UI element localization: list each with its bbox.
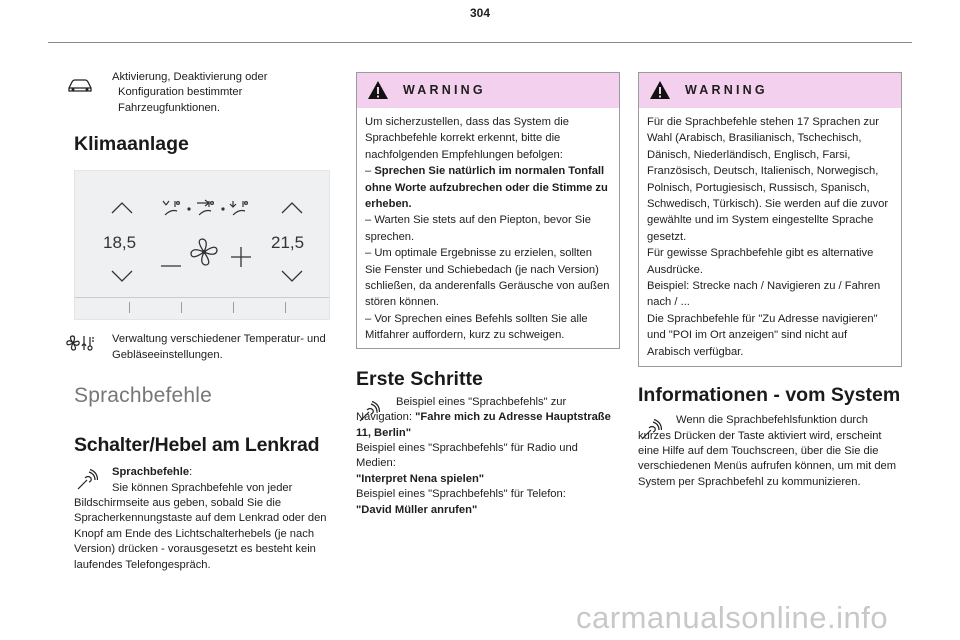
fan-icon[interactable] — [189, 237, 219, 272]
warning-arabic: Die Sprachbefehle für "Zu Adresse navigieren" und "POI im Ort anzeigen" sind nicht auf Arabisch verfügbar. — [647, 312, 878, 358]
erste-schritte-heading: Erste Schritte — [356, 367, 483, 390]
intro-block — [66, 70, 330, 116]
watermark: carmanualsonline.info — [576, 600, 889, 635]
temperature-left: 18,5 — [103, 233, 137, 253]
schalter-block — [74, 465, 330, 573]
example-navigation: Beispiel eines "Sprachbefehls" zur Navigation: "Fahre mich zu Adresse Hauptstraße 11, Berlin" — [356, 395, 611, 439]
informationen-block — [638, 413, 902, 490]
warning-box-1 — [356, 72, 620, 349]
example-radio: Beispiel eines "Sprachbefehls" für Radio und Medien: "Interpret Nena spielen" — [356, 441, 578, 485]
warning-icon — [649, 80, 671, 105]
sb-text: Sie können Sprachbefehle von jeder Bildschirmseite aus geben, sobald Sie die Spracherkennungstaste auf dem Lenkrad oder den Knopf am Ende des Lichtschalterhebels (je nach Version) drücken - vorausgesetzt es besteht kein laufendes Telefongespräch. — [74, 481, 327, 571]
klimaanlage-heading: Klimaanlage — [74, 133, 189, 156]
chevron-up-icon[interactable] — [281, 201, 303, 219]
minus-icon[interactable] — [161, 255, 181, 273]
chevron-down-icon[interactable] — [281, 269, 303, 287]
page-number: 304 — [469, 6, 491, 20]
warning-example: Beispiel: Strecke nach / Navigieren zu / Fahren nach / ... — [647, 280, 881, 309]
warning-icon — [367, 80, 389, 105]
voice-icon — [356, 401, 380, 428]
column-middle — [356, 72, 620, 518]
warning-title: WARNING — [685, 83, 768, 97]
warning-languages: Für die Sprachbefehle stehen 17 Sprachen zur Wahl (Arabisch, Brasilianisch, Tschechisch, Dänisch, Niederländisch, Englisch, Farsi, Französisch, Deutsch, Italienisch, Norwegisch, Polnisch, Portugiesisch, Russisch, Spanisch, Schwedisch, Türkisch). Sie werden auf die zuvor gewählte und im System eingestellte Sprache gesetzt. — [647, 116, 889, 243]
warning-header — [357, 73, 619, 108]
warning-text-2: – Sprechen Sie natürlich im normalen Tonfall ohne Worte aufzubrechen oder die Stimme zu erheben. — [365, 165, 608, 211]
warning-body — [357, 108, 619, 348]
fan-block — [66, 332, 330, 366]
chevron-up-icon[interactable] — [111, 201, 133, 219]
warning-box-2 — [638, 72, 902, 367]
warning-header — [639, 73, 901, 108]
column-right — [638, 72, 902, 490]
warning-title: WARNING — [403, 83, 486, 97]
fan-text: Verwaltung verschiedener Temperatur- und Gebläseeinstellungen. — [112, 333, 326, 361]
temperature-right: 21,5 — [271, 233, 305, 253]
informationen-heading: Informationen - vom System — [638, 384, 901, 407]
informationen-text: Wenn die Sprachbefehlsfunktion durch kurzes Drücken der Taste aktiviert wird, erscheint eine Hilfe auf dem Touchscreen, über die Sie die verschiedenen Menüs aufrufen können, um mit dem System per Sprachbefehl zu kommunizieren. — [638, 414, 897, 488]
car-icon — [66, 78, 94, 99]
example-telefon: Beispiel eines "Sprachbefehls" für Telefon: "David Müller anrufen" — [356, 488, 566, 516]
column-left — [74, 70, 330, 573]
schalter-heading: Schalter/Hebel am Lenkrad — [74, 434, 320, 457]
airflow-icon[interactable] — [161, 199, 255, 222]
warning-body — [639, 108, 901, 366]
climate-panel — [74, 170, 330, 320]
top-divider — [48, 42, 912, 43]
intro-text: Aktivierung, Deaktivierung oder Konfiguration bestimmter Fahrzeugfunktionen. — [112, 71, 268, 114]
voice-icon — [74, 469, 98, 496]
warning-text-4: – Um optimale Ergebnisse zu erzielen, sollten Sie Fenster und Schiebedach (je nach Version) schließen, da anderenfalls Geräusche von außen stören können. — [365, 247, 610, 309]
warning-text-5: – Vor Sprechen eines Befehls sollten Sie alle Mitfahrer auffordern, kurz zu schweigen. — [365, 312, 588, 342]
warning-text-1: Um sicherzustellen, dass das System die Sprachbefehle korrekt erkennt, bitte die nachfolgenden Empfehlungen befolgen: — [365, 116, 569, 161]
plus-icon[interactable] — [231, 247, 251, 272]
fan-temp-icon — [66, 335, 96, 356]
voice-icon — [638, 419, 662, 446]
sprachbefehle-heading: Sprachbefehle — [74, 384, 213, 408]
chevron-down-icon[interactable] — [111, 269, 133, 287]
warning-text-3: – Warten Sie stets auf den Piepton, bevor Sie sprechen. — [365, 214, 591, 243]
sb-label: Sprachbefehle — [112, 466, 190, 479]
sb-first-line: Sprachbefehle: — [112, 466, 193, 479]
warning-alternatives: Für gewisse Sprachbefehle gibt es alternative Ausdrücke. — [647, 247, 874, 276]
panel-bottom-bar — [75, 297, 329, 319]
erste-schritte-block — [356, 395, 620, 518]
